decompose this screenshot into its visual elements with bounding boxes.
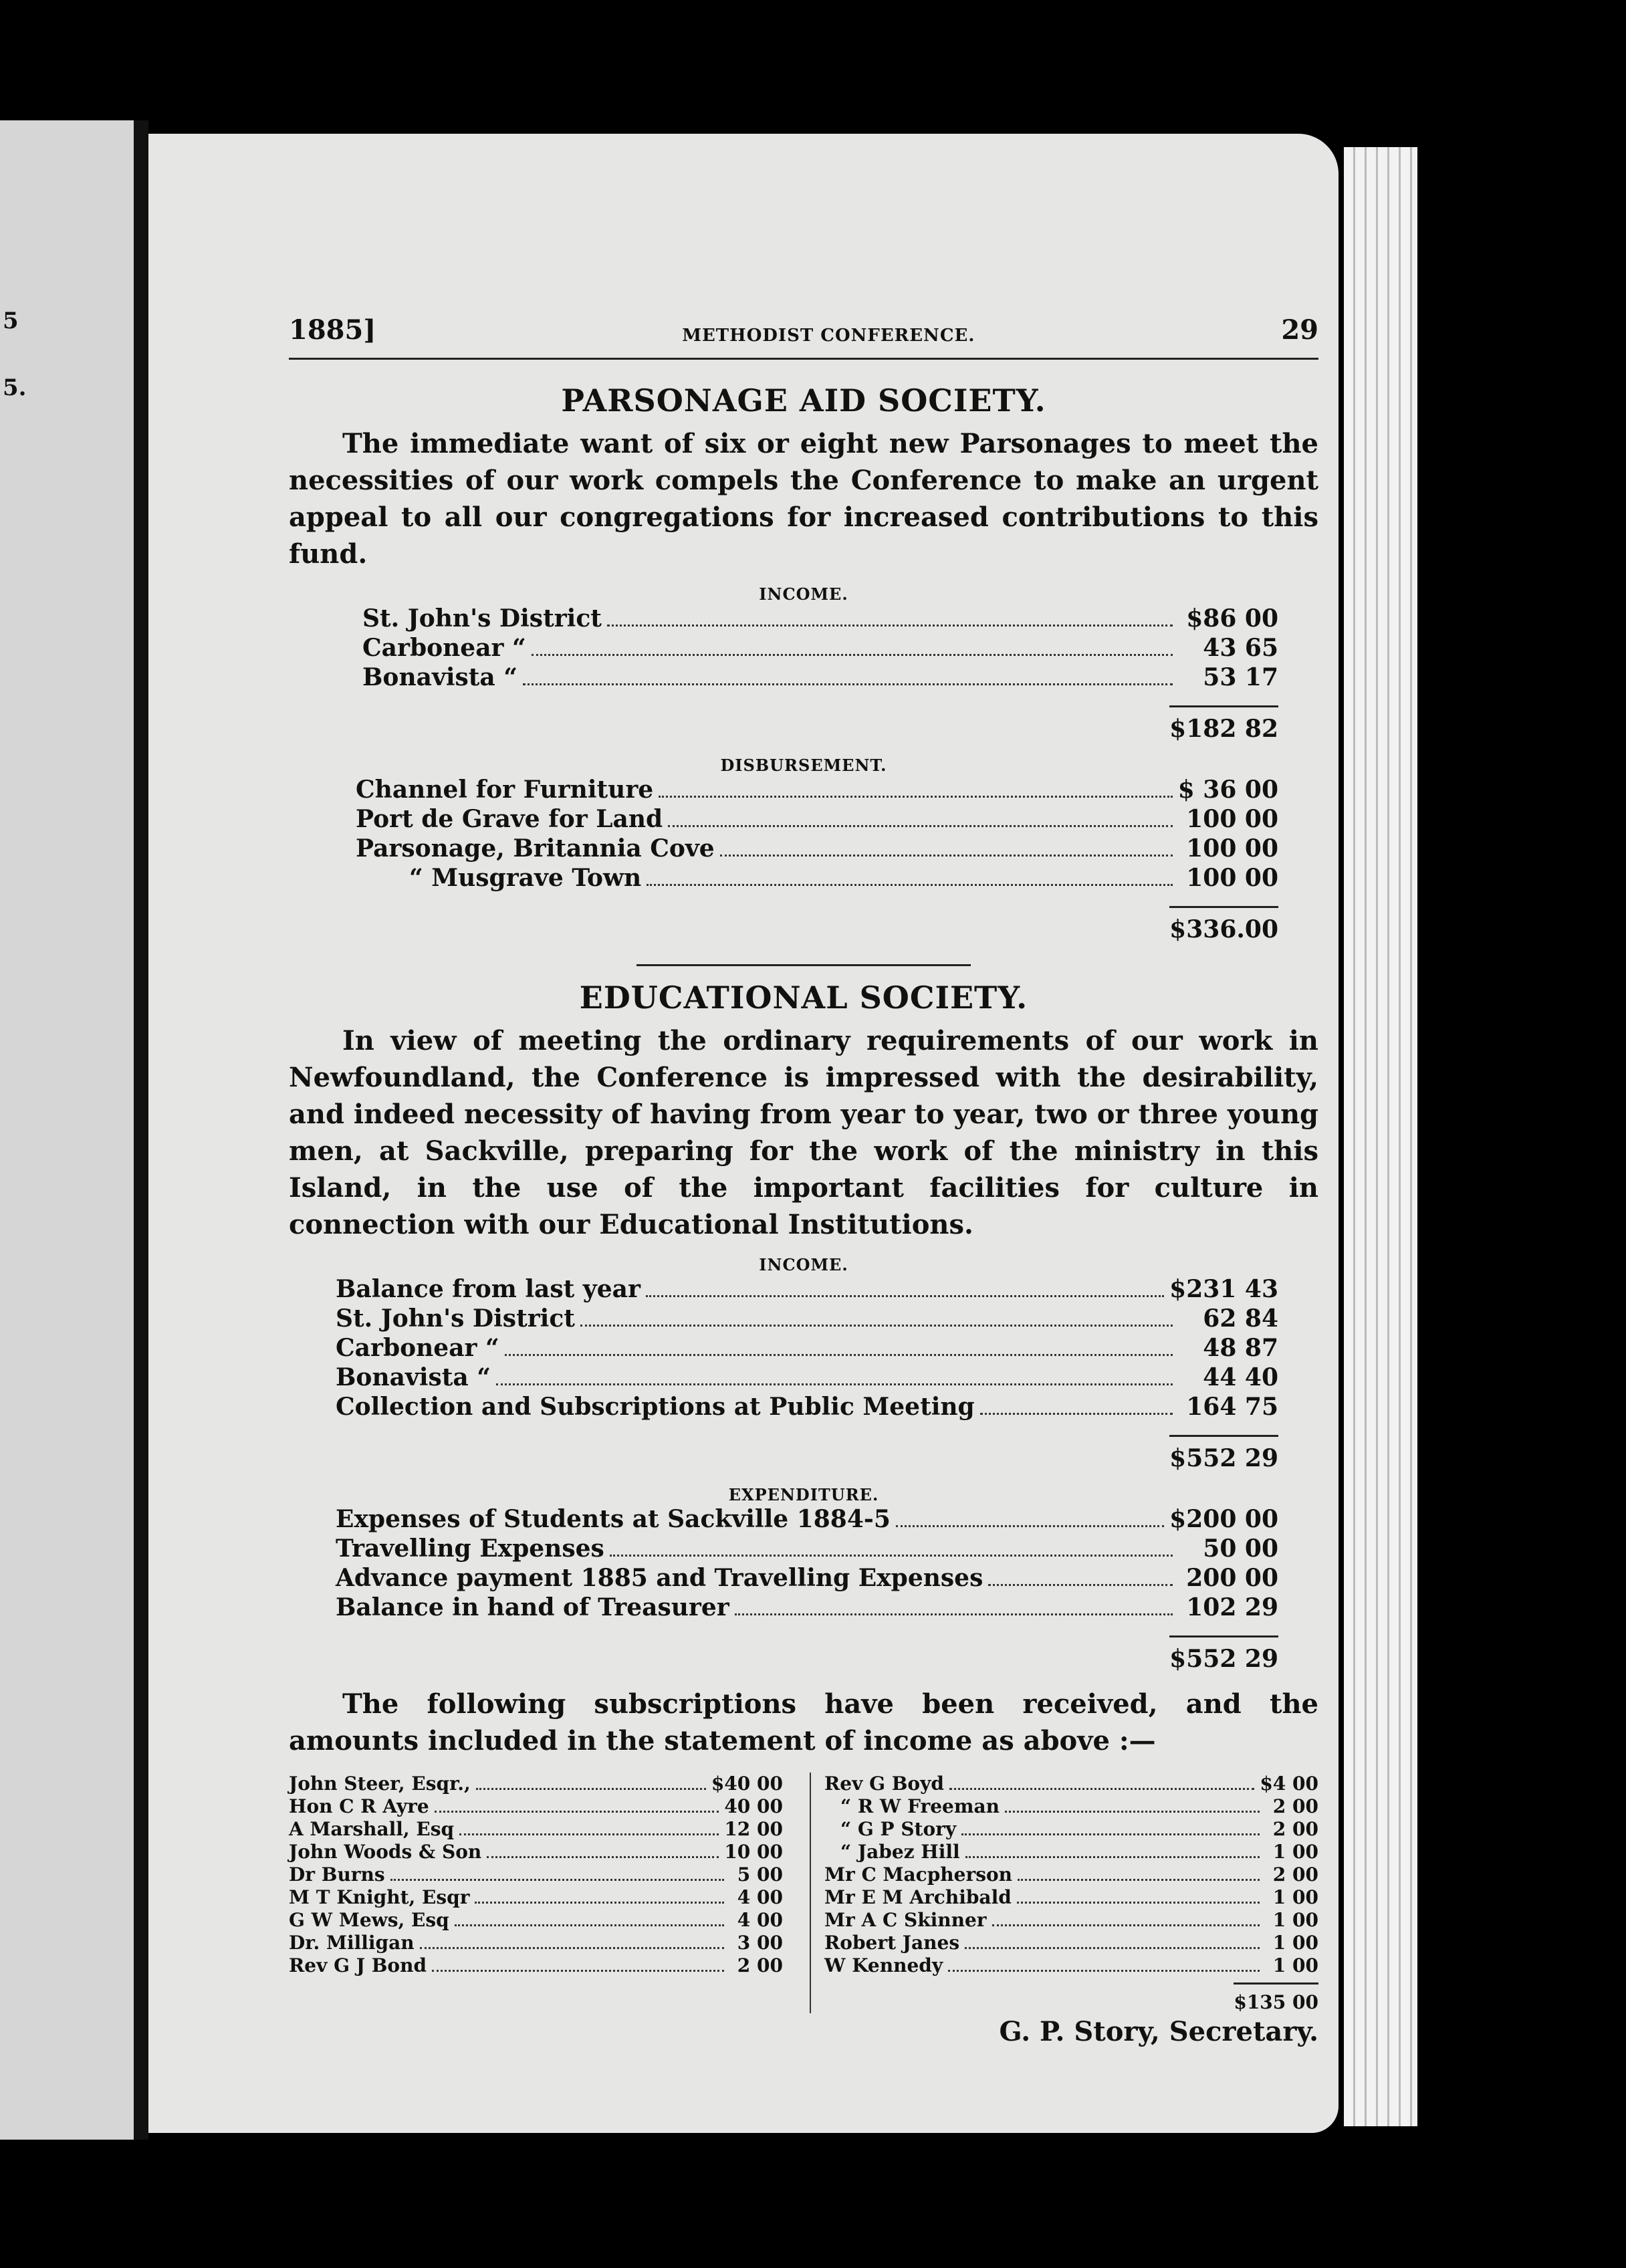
- left-page-edge: [0, 120, 134, 2140]
- subscription-row: Dr Burns 5 00: [289, 1863, 783, 1886]
- ledger-row: Expenses of Students at Sackville 1884-5 $200 00: [336, 1505, 1278, 1533]
- ledger-row: Collection and Subscriptions at Public Meeting 164 75: [336, 1393, 1278, 1421]
- subscription-row: John Woods & Son 10 00: [289, 1841, 783, 1863]
- ledger-total: $552 29: [336, 1635, 1278, 1674]
- signature: G. P. Story, Secretary.: [999, 2016, 1318, 2047]
- subscription-row: Rev G J Bond 2 00: [289, 1954, 783, 1976]
- left-mark: 5: [3, 308, 19, 334]
- subscription-row: G W Mews, Esq 4 00: [289, 1909, 783, 1931]
- subscriptions-left-column: [289, 1773, 783, 2013]
- subscriptions-list: [289, 1773, 1318, 2013]
- section-heading: EDUCATIONAL SOCIETY.: [579, 980, 1028, 1016]
- left-page-marks: [0, 120, 27, 2140]
- ledger-total: $336.00: [356, 906, 1278, 944]
- page-edges: [1344, 147, 1417, 2126]
- ledger-row: Carbonear “ 48 87: [336, 1334, 1278, 1362]
- subscription-row: M T Knight, Esqr 4 00: [289, 1886, 783, 1908]
- header-title: METHODIST CONFERENCE.: [682, 326, 975, 346]
- ledger-row: Bonavista “ 53 17: [362, 663, 1278, 691]
- subscription-row: Dr. Milligan 3 00: [289, 1932, 783, 1954]
- page-content: [289, 314, 1318, 2047]
- subscription-row: Mr E M Archibald 1 00: [824, 1886, 1318, 1908]
- ledger-total: $552 29: [336, 1435, 1278, 1473]
- running-header: [289, 314, 1318, 346]
- section-heading: PARSONAGE AID SOCIETY.: [561, 382, 1046, 419]
- subscription-row: W Kennedy 1 00: [824, 1954, 1318, 1976]
- header-year: 1885]: [289, 314, 376, 346]
- income-label: INCOME.: [759, 1255, 848, 1274]
- section-divider: [636, 964, 971, 966]
- ledger-row: St. John's District 62 84: [336, 1305, 1278, 1333]
- subscription-row: John Steer, Esqr., $40 00: [289, 1773, 783, 1795]
- ledger-row: Parsonage, Britannia Cove 100 00: [356, 834, 1278, 863]
- expenditure-ledger: [336, 1504, 1278, 1674]
- disbursement-label: DISBURSEMENT.: [720, 756, 887, 775]
- left-mark: 5.: [3, 374, 27, 401]
- subscriptions-right-column: [810, 1773, 1318, 2013]
- subscription-row: Mr A C Skinner 1 00: [824, 1909, 1318, 1931]
- subscription-row: Rev G Boyd $4 00: [824, 1773, 1318, 1795]
- subscription-row: “ G P Story 2 00: [840, 1818, 1318, 1840]
- ledger-total: $182 82: [362, 705, 1278, 744]
- ledger-row: Port de Grave for Land 100 00: [356, 805, 1278, 833]
- ledger-row: Channel for Furniture $ 36 00: [356, 776, 1278, 804]
- subscription-row: Hon C R Ayre 40 00: [289, 1795, 783, 1817]
- section-intro: The immediate want of six or eight new Parsonages to meet the necessities of our work compels the Conference to make an urgent appeal to all our congregations for increased contributions to this fund.: [289, 428, 1318, 570]
- subscription-row: “ Jabez Hill 1 00: [840, 1841, 1318, 1863]
- subscription-row: A Marshall, Esq 12 00: [289, 1818, 783, 1840]
- page-number: 29: [1281, 314, 1318, 346]
- subscription-row: Mr C Macpherson 2 00: [824, 1863, 1318, 1886]
- subscription-row: “ R W Freeman 2 00: [840, 1795, 1318, 1817]
- income-label: INCOME.: [759, 584, 848, 604]
- ledger-row: Balance from last year $231 43: [336, 1275, 1278, 1303]
- page: [148, 134, 1339, 2133]
- ledger-row: Bonavista “ 44 40: [336, 1363, 1278, 1391]
- ledger-row: Balance in hand of Treasurer 102 29: [336, 1593, 1278, 1621]
- book-spine: [134, 120, 148, 2140]
- ledger-row: Carbonear “ 43 65: [362, 634, 1278, 662]
- income-ledger: [336, 1274, 1278, 1473]
- ledger-row: Travelling Expenses 50 00: [336, 1535, 1278, 1563]
- subscriptions-total: $135 00: [824, 1982, 1318, 2013]
- subscription-row: Robert Janes 1 00: [824, 1932, 1318, 1954]
- disbursement-ledger: [356, 775, 1278, 944]
- expenditure-label: EXPENDITURE.: [728, 1485, 879, 1504]
- ledger-row: “ Musgrave Town 100 00: [409, 864, 1278, 892]
- ledger-row: St. John's District $86 00: [362, 604, 1278, 633]
- subscriptions-intro: The following subscriptions have been received, and the amounts included in the statement of income as above :—: [289, 1688, 1318, 1756]
- income-ledger: [362, 604, 1278, 744]
- ledger-row: Advance payment 1885 and Travelling Expenses 200 00: [336, 1564, 1278, 1592]
- section-intro: In view of meeting the ordinary requirements of our work in Newfoundland, the Conference is impressed with the desirability, and indeed necessity of having from year to year, two or three young men, at Sackville, preparing for the work of the ministry in this Island, in the use of the important facilities for culture in connection with our Educational Institutions.: [289, 1025, 1318, 1240]
- header-rule: [289, 358, 1318, 360]
